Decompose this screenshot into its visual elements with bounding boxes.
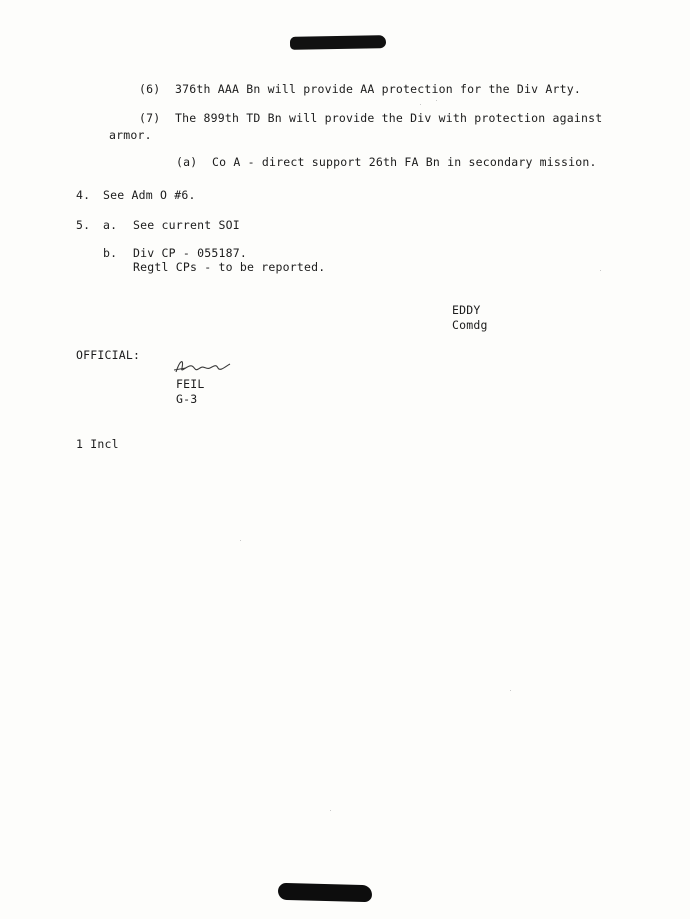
handwritten-signature (170, 356, 234, 378)
para-5a-text: See current SOI (133, 218, 240, 232)
para-6-text: 376th AAA Bn will provide AA protection for the Div Arty. (175, 82, 582, 96)
para-6-number: (6) (139, 82, 161, 96)
para-4-number: 4. (76, 188, 91, 202)
para-7-number: (7) (139, 111, 161, 125)
redaction-mark-bottom (278, 883, 372, 902)
paper-speck (240, 540, 241, 541)
paper-speck (436, 100, 437, 101)
para-7-text: The 899th TD Bn will provide the Div with protection against (175, 111, 603, 125)
paper-speck (600, 270, 601, 271)
commander-name: EDDY (452, 303, 481, 317)
commander-title: Comdg (452, 318, 488, 332)
para-4-text: See Adm O #6. (103, 188, 196, 202)
official-title: G-3 (176, 392, 198, 406)
paper-speck (330, 810, 331, 811)
para-5b-continuation: Regtl CPs - to be reported. (133, 260, 326, 274)
official-label: OFFICIAL: (76, 348, 141, 362)
para-a-number: (a) (176, 155, 198, 169)
redaction-mark-top (290, 35, 386, 50)
para-a-text: Co A - direct support 26th FA Bn in secondary mission. (212, 155, 597, 169)
para-5b-text: Div CP - 055187. (133, 246, 247, 260)
para-5-number: 5. (76, 218, 91, 232)
paper-speck (420, 104, 421, 105)
para-5b-number: b. (103, 246, 118, 260)
official-name: FEIL (176, 377, 205, 391)
paper-speck (510, 690, 511, 691)
para-5a-number: a. (103, 218, 118, 232)
para-7-continuation: armor. (109, 128, 152, 142)
inclosure-count: 1 Incl (76, 437, 119, 451)
